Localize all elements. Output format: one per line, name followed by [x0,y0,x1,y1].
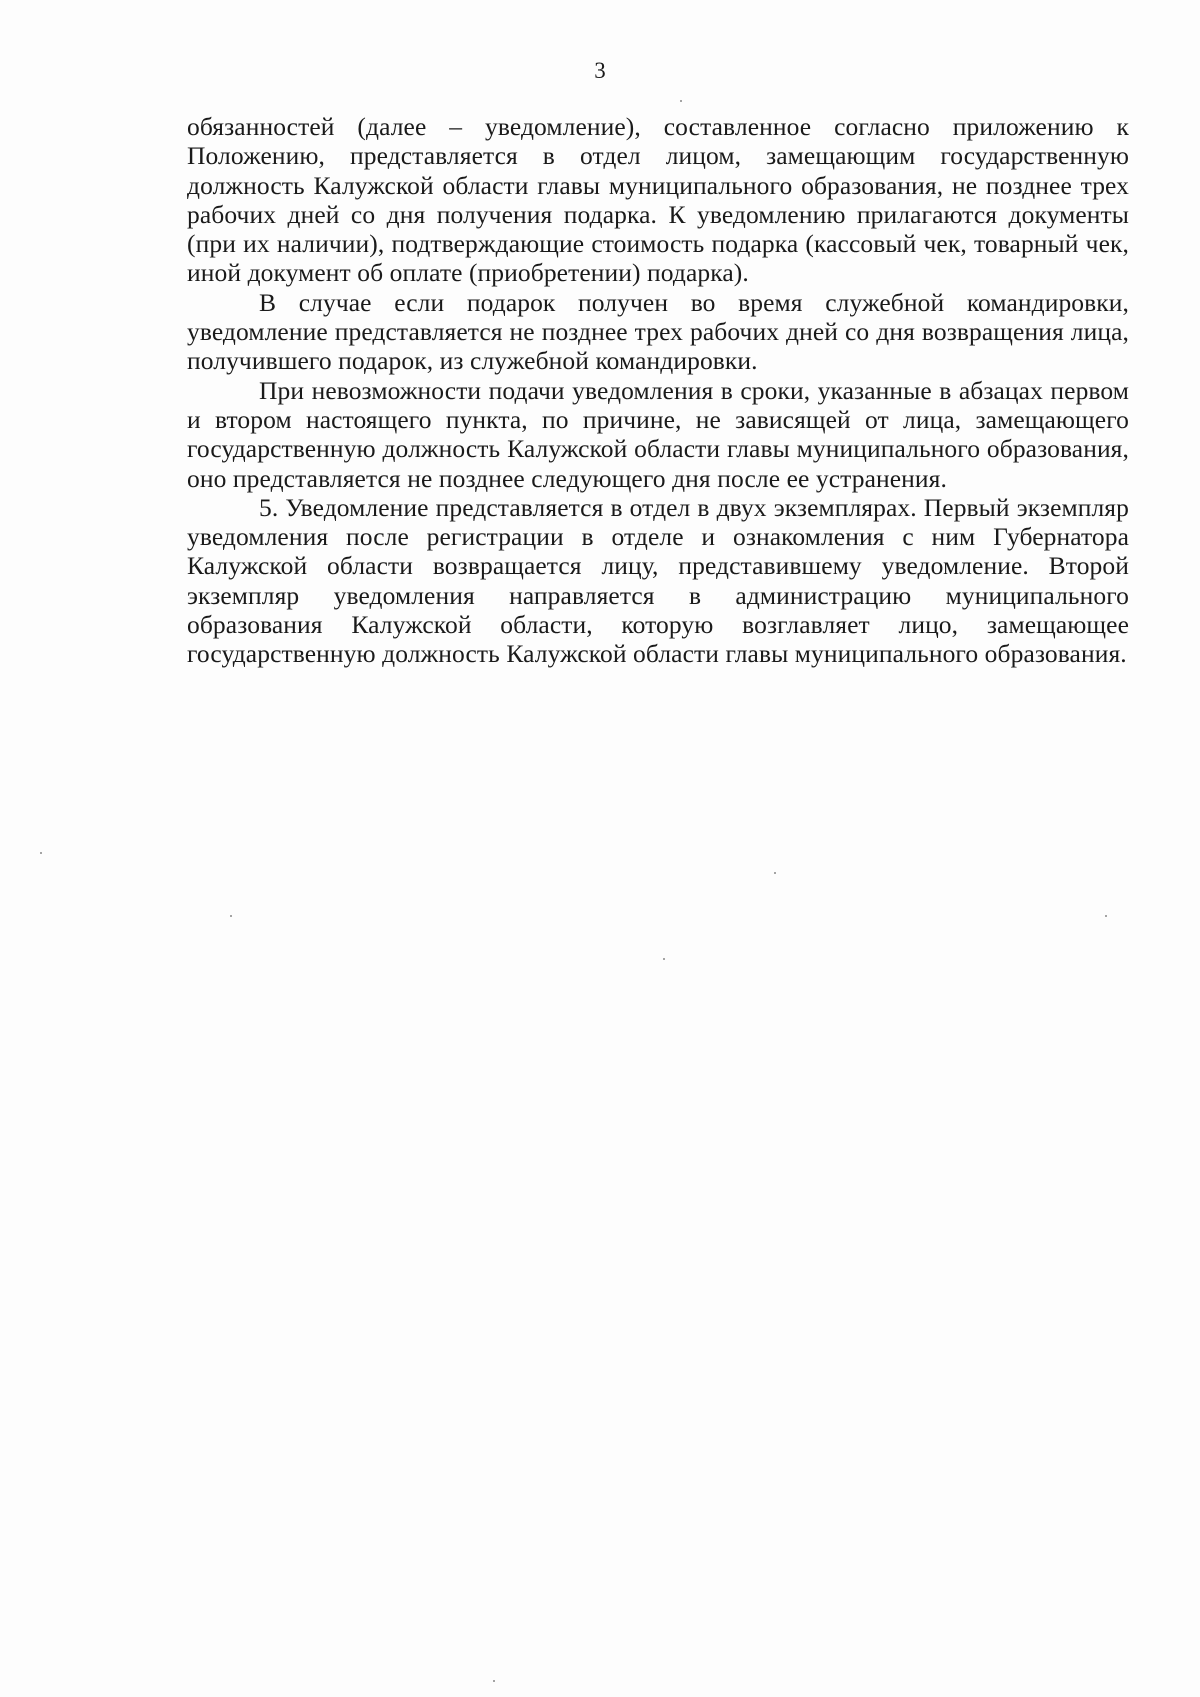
scan-speck [680,100,682,102]
scan-speck [493,1680,495,1682]
scan-speck [774,872,776,874]
scan-speck [1105,915,1107,917]
paragraph-2: В случае если подарок получен во время служебной командировки, уведомление представляется не позднее трех рабочих дней со дня возвращения лица, получившего подарок, из служебной командировки. [187,287,1129,376]
page-number: 3 [594,58,606,83]
scan-speck [230,915,232,917]
paragraph-1: обязанностей (далее – уведомление), составленное согласно приложению к Положению, представляется в отдел лицом, замещающим государственную должность Калужской области главы муниципального образования, не позднее трех рабочих дней со дня получения подарка. К уведомлению прилагаются документы (при их наличии), подтверждающие стоимость подарка (кассовый чек, товарный чек, иной документ об оплате (приобретении) подарка). [187,112,1129,288]
document-body [187,112,1129,669]
scan-speck [663,958,665,960]
scan-speck [40,852,42,854]
paragraph-4: 5. Уведомление представляется в отдел в двух экземплярах. Первый экземпляр уведомления после регистрации в отделе и ознакомления с ним Губернатора Калужской области возвращается лицу, представившему уведомление. Второй экземпляр уведомления направляется в администрацию муниципального образования Калужской области, которую возглавляет лицо, замещающее государственную должность Калужской области главы муниципального образования. [187,492,1129,669]
paragraph-3: При невозможности подачи уведомления в сроки, указанные в абзацах первом и втором настоящего пункта, по причине, не зависящей от лица, замещающего государственную должность Калужской области главы муниципального образования, оно представляется не позднее следующего дня после ее устранения. [187,375,1129,493]
